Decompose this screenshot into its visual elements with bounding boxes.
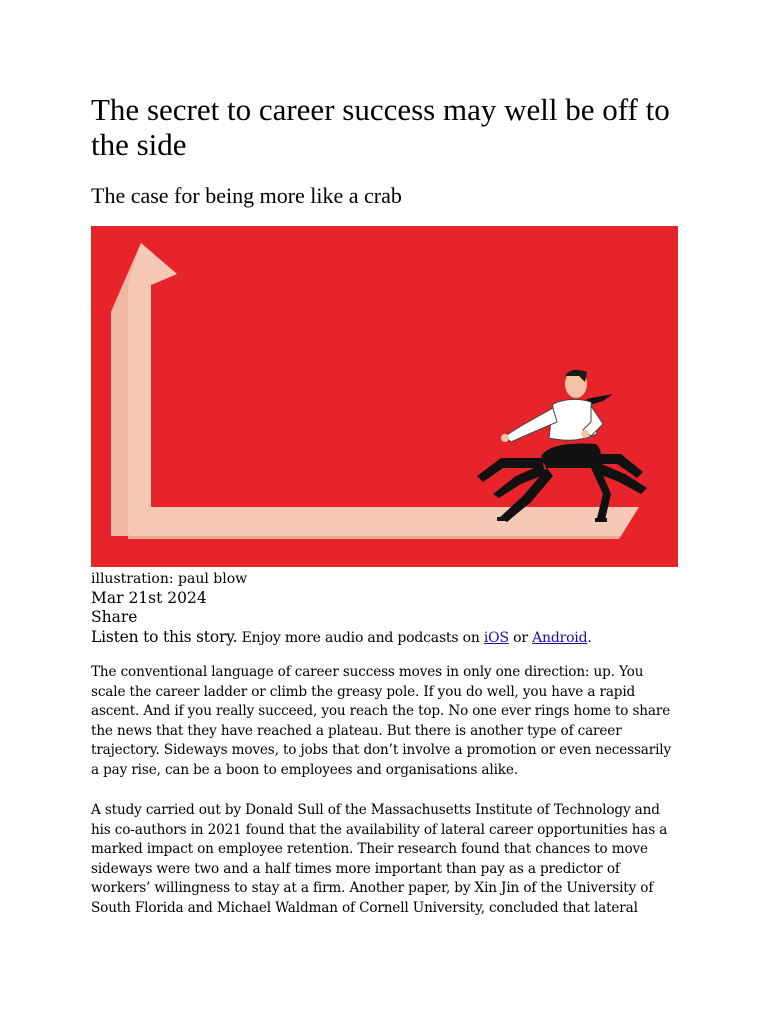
listen-end: . xyxy=(587,630,592,646)
listen-prompt xyxy=(91,627,691,648)
publish-date: Mar 21st 2024 xyxy=(91,589,207,607)
illustration-svg xyxy=(91,226,678,567)
article-illustration xyxy=(91,226,678,567)
body-paragraph: The conventional language of career success moves in only one direction: up. You scale the career ladder or climb the greasy pole. If you do well, you have a rapid ascent. And if you really succeed, you reach the top. No one ever rings home to share the news that they have reached a plateau. But there is another type of career trajectory. Sideways moves, to jobs that don’t involve a promotion or even necessarily a pay rise, can be a boon to employees and organisations alike. xyxy=(91,664,672,778)
listen-lead[interactable]: Listen to this story. xyxy=(91,628,238,646)
headline: The secret to career success may well be off to the side xyxy=(91,92,670,162)
image-credit: illustration: paul blow xyxy=(91,571,248,587)
share-button[interactable]: Share xyxy=(91,608,138,626)
body-paragraph: A study carried out by Donald Sull of the Massachusetts Institute of Technology and his co-authors in 2021 found that the availability of lateral career opportunities has a marked impact on employee retention. Their research found that chances to move sideways were two and a half times more important than pay as a predictor of workers’ willingness to stay at a firm. Another paper, by Xin Jin of the University of South Florida and Michael Waldman of Cornell University, concluded that lateral xyxy=(91,802,668,916)
ios-link[interactable]: iOS xyxy=(483,630,509,646)
subheadline: The case for being more like a crab xyxy=(91,183,402,208)
listen-or: or xyxy=(508,630,533,646)
listen-text: Enjoy more audio and podcasts on xyxy=(237,630,484,646)
android-link[interactable]: Android xyxy=(532,630,588,646)
